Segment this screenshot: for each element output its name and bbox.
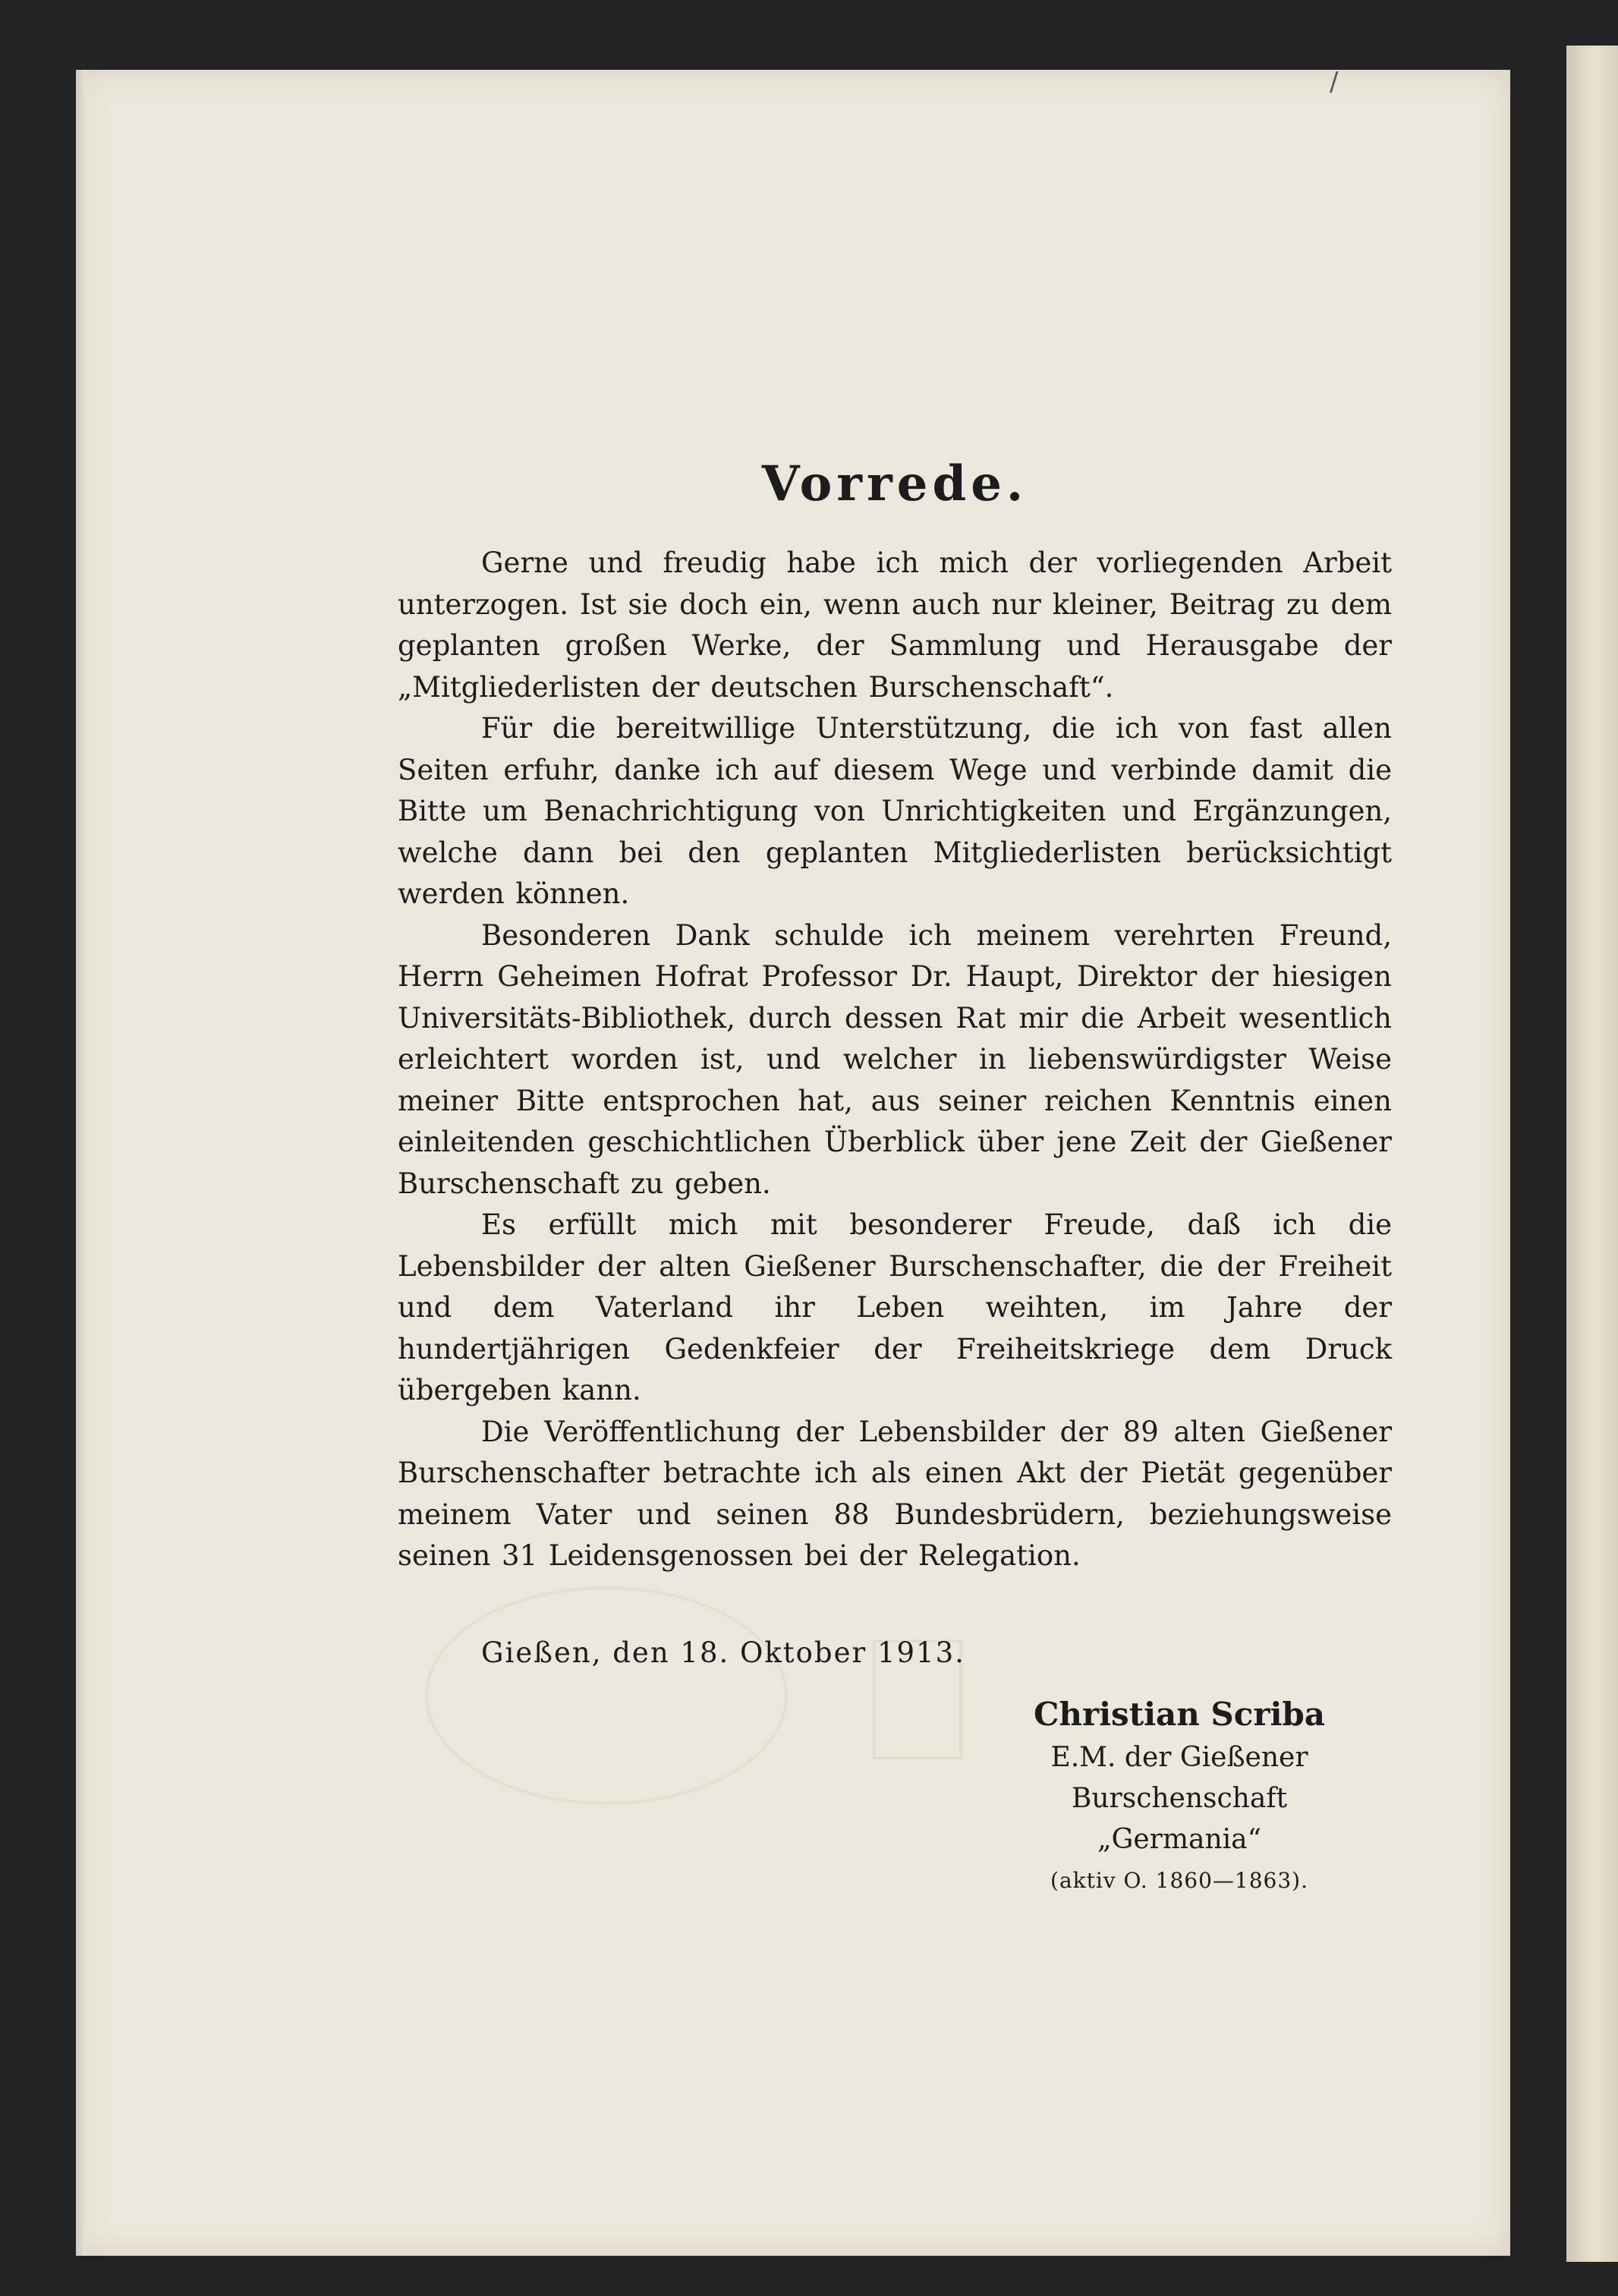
signature-role: E.M. der Gießener Burschenschaft: [1050, 1741, 1308, 1814]
signature-fraternity: „Germania“: [1097, 1823, 1262, 1855]
paragraph: Gerne und freudig habe ich mich der vorliegenden Arbeit unterzogen. Ist sie doch ein, wenn auch nur kleiner, Beitrag zu dem geplanten großen Werke, der Sammlung und Herausgabe der „Mitgliederlisten der deutschen Burschenschaft“.: [398, 546, 1392, 704]
signature-name: Christian Scriba: [1034, 1695, 1325, 1733]
adjacent-page-edge: [1566, 46, 1618, 2262]
signature-block: [967, 1692, 1392, 1901]
page-left-edge: [76, 70, 87, 2256]
paragraph: Besonderen Dank schulde ich meinem verehrten Freund, Herrn Geheimen Hofrat Professor Dr. Haupt, Direktor der hiesigen Universitäts-Bibliothek, durch dessen Rat mir die Arbeit wesentlich erleichtert worden ist, und welcher in liebenswürdigster Weise meiner Bitte entsprochen hat, aus seiner reichen Kenntnis einen einleitenden geschichtlichen Überblick über jene Zeit der Gießener Burschenschaft zu geben.: [398, 918, 1392, 1200]
pencil-mark: /: [1330, 67, 1339, 97]
date-line: Gießen, den 18. Oktober 1913.: [481, 1636, 965, 1669]
preface-body: [398, 543, 1392, 1577]
page-title: Vorrede.: [761, 455, 1028, 512]
signature-active-period: (aktiv O. 1860—1863).: [1050, 1867, 1308, 1893]
paragraph: Es erfüllt mich mit besonderer Freude, daß ich die Lebensbilder der alten Gießener Burschenschafter, die der Freiheit und dem Vaterland ihr Leben weihten, im Jahre der hundertjährigen Gedenkfeier der Freiheitskriege dem Druck übergeben kann.: [398, 1208, 1392, 1406]
paragraph: Die Veröffentlichung der Lebensbilder der 89 alten Gießener Burschenschafter betrachte ich als einen Akt der Pietät gegenüber meinem Vater und seinen 88 Bundesbrüdern, beziehungsweise seinen 31 Leidensgenossen bei der Relegation.: [398, 1415, 1392, 1572]
preface-text-block: [398, 425, 1392, 1901]
paragraph: Für die bereitwillige Unterstützung, die ich von fast allen Seiten erfuhr, danke ich auf diesem Wege und verbinde damit die Bitte um Benachrichtigung von Unrichtigkeiten und Ergänzungen, welche dann bei den geplanten Mitgliederlisten berücksichtigt werden können.: [398, 712, 1392, 910]
